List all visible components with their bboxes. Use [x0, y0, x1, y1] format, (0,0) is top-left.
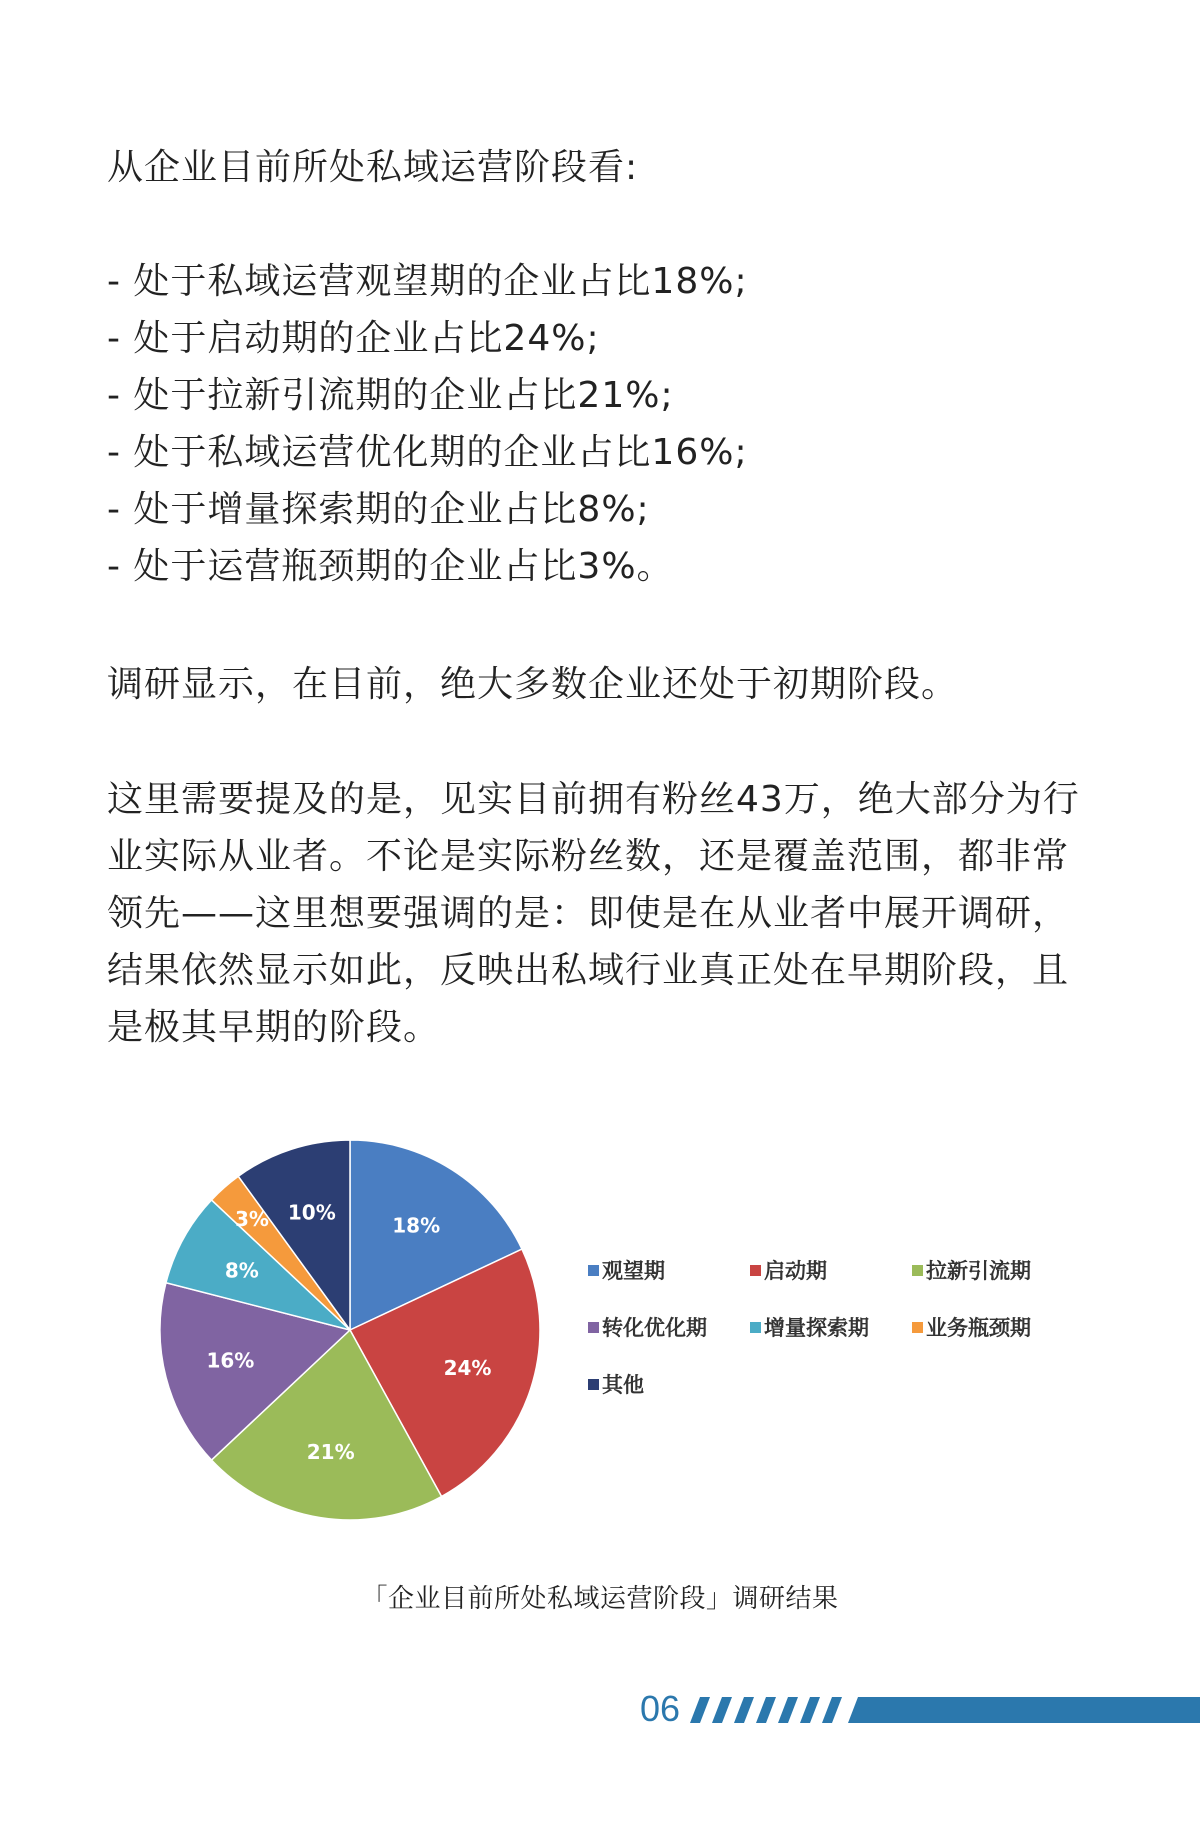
chart-caption: 「企业目前所处私域运营阶段」调研结果: [361, 1584, 839, 1614]
legend-label: 观望期: [602, 1259, 665, 1283]
legend-swatch: [912, 1322, 923, 1333]
legend-label: 增量探索期: [764, 1316, 869, 1340]
legend-swatch: [588, 1265, 599, 1276]
pie-label-5: 8%: [224, 1258, 259, 1283]
legend-swatch: [588, 1322, 599, 1333]
footer-stripe: [800, 1697, 820, 1723]
survey-paragraph: 调研显示，在目前，绝大多数企业还处于初期阶段。: [107, 664, 959, 705]
pie-label-2: 24%: [443, 1356, 492, 1381]
legend-item: [588, 1369, 644, 1399]
footer-stripe-bar: [690, 1697, 1200, 1725]
footer-stripe: [712, 1697, 732, 1723]
legend-item: [912, 1255, 1031, 1285]
legend-swatch: [750, 1265, 761, 1276]
legend-label: 转化优化期: [602, 1316, 707, 1340]
pie-label-1: 18%: [392, 1213, 441, 1238]
pie-label-3: 21%: [306, 1440, 355, 1464]
legend-label: 启动期: [764, 1259, 827, 1283]
intro-paragraph: 从企业目前所处私域运营阶段看:: [107, 147, 639, 188]
stage-list-item: - 处于运营瓶颈期的企业占比3%。: [107, 546, 674, 587]
footer-stripe: [822, 1697, 842, 1723]
note-line: 领先——这里想要强调的是：即使是在从业者中展开调研，: [107, 893, 1070, 934]
pie-label-7: 10%: [287, 1200, 336, 1225]
note-line: 结果依然显示如此，反映出私域行业真正处在早期阶段，且: [107, 950, 1070, 991]
legend-item: [588, 1255, 665, 1285]
footer-stripe: [690, 1697, 710, 1723]
note-line: 是极其早期的阶段。: [107, 1007, 441, 1048]
footer-stripe: [778, 1697, 798, 1723]
footer-stripe: [756, 1697, 776, 1723]
pie-label-4: 16%: [206, 1348, 255, 1373]
legend-swatch: [912, 1265, 923, 1276]
stage-list-item: - 处于增量探索期的企业占比8%;: [107, 489, 650, 530]
legend-label: 业务瓶颈期: [926, 1316, 1031, 1340]
note-line: 这里需要提及的是，见实目前拥有粉丝43万，绝大部分为行: [107, 779, 1080, 820]
legend-item: [588, 1312, 707, 1342]
note-line: 业实际从业者。不论是实际粉丝数，还是覆盖范围，都非常: [107, 836, 1070, 877]
stage-list-item: - 处于启动期的企业占比24%;: [107, 318, 600, 359]
stage-list: [107, 253, 1107, 595]
note-paragraph: [107, 771, 1107, 1056]
page-number: 06: [640, 1688, 681, 1729]
legend-item: [912, 1312, 1031, 1342]
legend-swatch: [750, 1322, 761, 1333]
pie-chart: [150, 1130, 570, 1550]
stage-list-item: - 处于私域运营观望期的企业占比18%;: [107, 261, 748, 302]
legend-swatch: [588, 1379, 599, 1390]
stage-list-item: - 处于私域运营优化期的企业占比16%;: [107, 432, 748, 473]
stage-list-item: - 处于拉新引流期的企业占比21%;: [107, 375, 674, 416]
footer-bar: [848, 1697, 1200, 1723]
pie-label-6: 3%: [235, 1206, 269, 1231]
legend-item: [750, 1312, 869, 1342]
legend-item: [750, 1255, 827, 1285]
footer-stripe: [734, 1697, 754, 1723]
legend-label: 拉新引流期: [926, 1259, 1031, 1283]
legend-label: 其他: [602, 1373, 644, 1397]
